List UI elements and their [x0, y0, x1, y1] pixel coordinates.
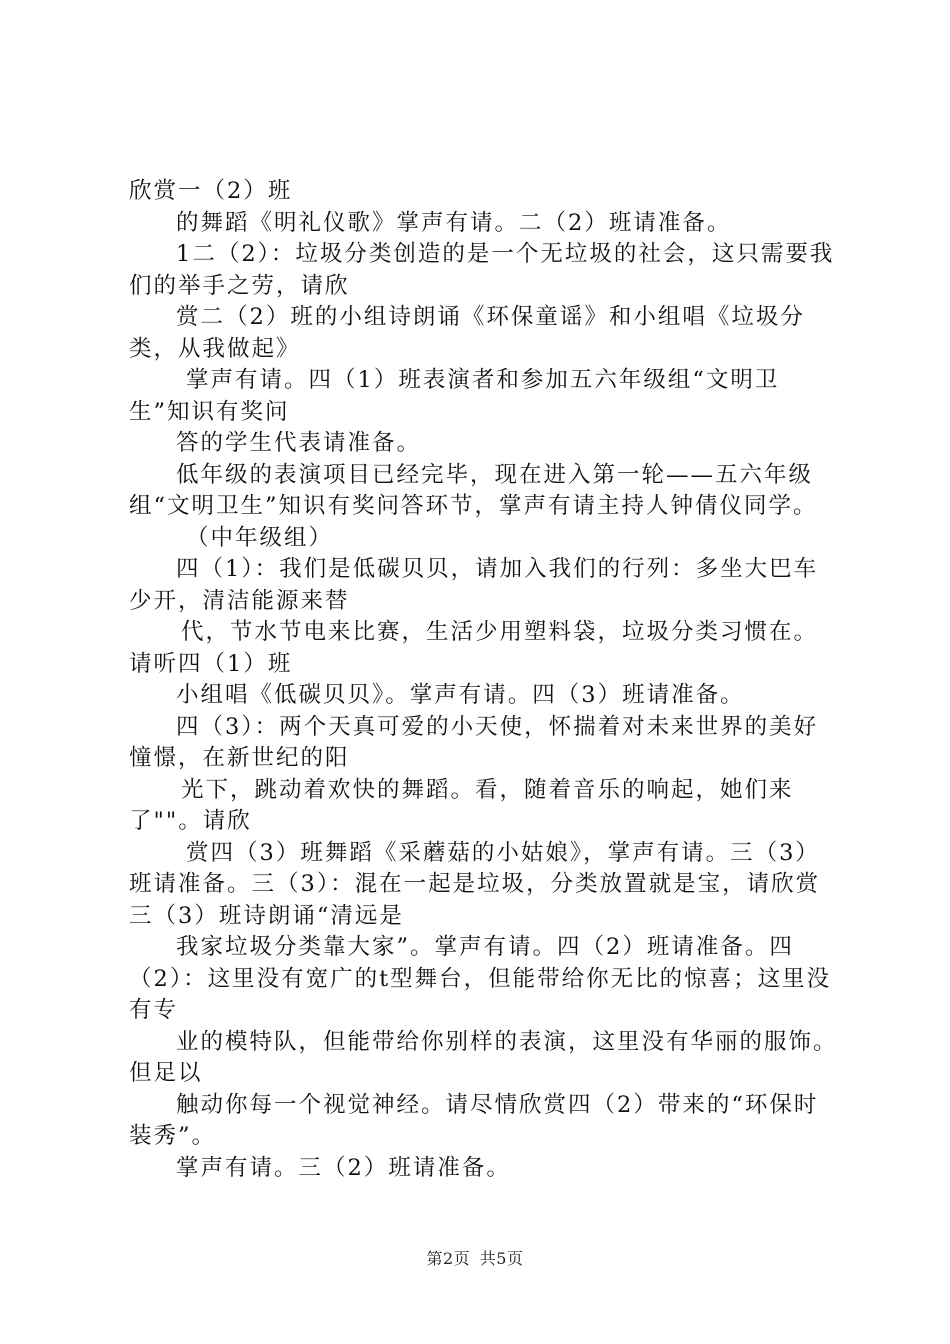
paragraph: 欣赏一（2）班 — [129, 178, 293, 204]
paragraph: 小组唱《低碳贝贝》。掌声有请。四（3）班请准备。 — [176, 682, 745, 708]
paragraph: （中年级组） — [186, 524, 334, 551]
paragraph: 的舞蹈《明礼仪歌》掌声有请。二（2）班请准备。 — [176, 209, 732, 236]
paragraph: 我家垃圾分类靠大家”。掌声有请。四（2）班请准备。四（2）：这里没有宽广的t型舞台，但能带给你无比的惊喜；这里没有专 — [129, 934, 832, 1023]
paragraph: 1二（2）：垃圾分类创造的是一个无垃圾的社会，这只需要我们的举手之劳，请欣 — [129, 241, 835, 299]
paragraph: 赏二（2）班的小组诗朗诵《环保童谣》和小组唱《垃圾分类，从我做起》 — [129, 304, 805, 362]
paragraph: 代，节水节电来比赛，生活少用塑料袋，垃圾分类习惯在。请听四（1）班 — [129, 619, 819, 677]
page-footer — [0, 1246, 950, 1269]
paragraph: 答的学生代表请准备。 — [176, 430, 422, 456]
document-body — [129, 176, 841, 1184]
paragraph: 四（1）：我们是低碳贝贝，请加入我们的行列：多坐大巴车少开，清洁能源来替 — [129, 556, 819, 614]
paragraph: 四（3）：两个天真可爱的小天使，怀揣着对未来世界的美好憧憬，在新世纪的阳 — [129, 713, 819, 771]
paragraph: 业的模特队，但能带给你别样的表演，这里没有华丽的服饰。但足以 — [129, 1028, 838, 1086]
paragraph: 触动你每一个视觉神经。请尽情欣赏四（2）带来的“环保时装秀”。 — [129, 1091, 819, 1149]
page-total: 共5页 — [479, 1249, 524, 1268]
paragraph: 掌声有请。三（2）班请准备。 — [176, 1154, 511, 1181]
paragraph: 光下，跳动着欢快的舞蹈。看，随着音乐的响起，她们来了""。请欣 — [129, 776, 794, 834]
page-number: 第2页 — [426, 1249, 471, 1268]
paragraph: 掌声有请。四（1）班表演者和参加五六年级组“文明卫生”知识有奖问 — [129, 367, 780, 425]
paragraph: 低年级的表演项目已经完毕，现在进入第一轮——五六年级组“文明卫生”知识有奖问答环节，掌声有请主持人钟倩仪同学。 — [129, 461, 818, 519]
paragraph: 赏四（3）班舞蹈《采蘑菇的小姑娘》，掌声有请。三（3）班请准备。三（3）：混在一起是垃圾，分类放置就是宝，请欣赏三（3）班诗朗诵“清远是 — [129, 839, 821, 929]
